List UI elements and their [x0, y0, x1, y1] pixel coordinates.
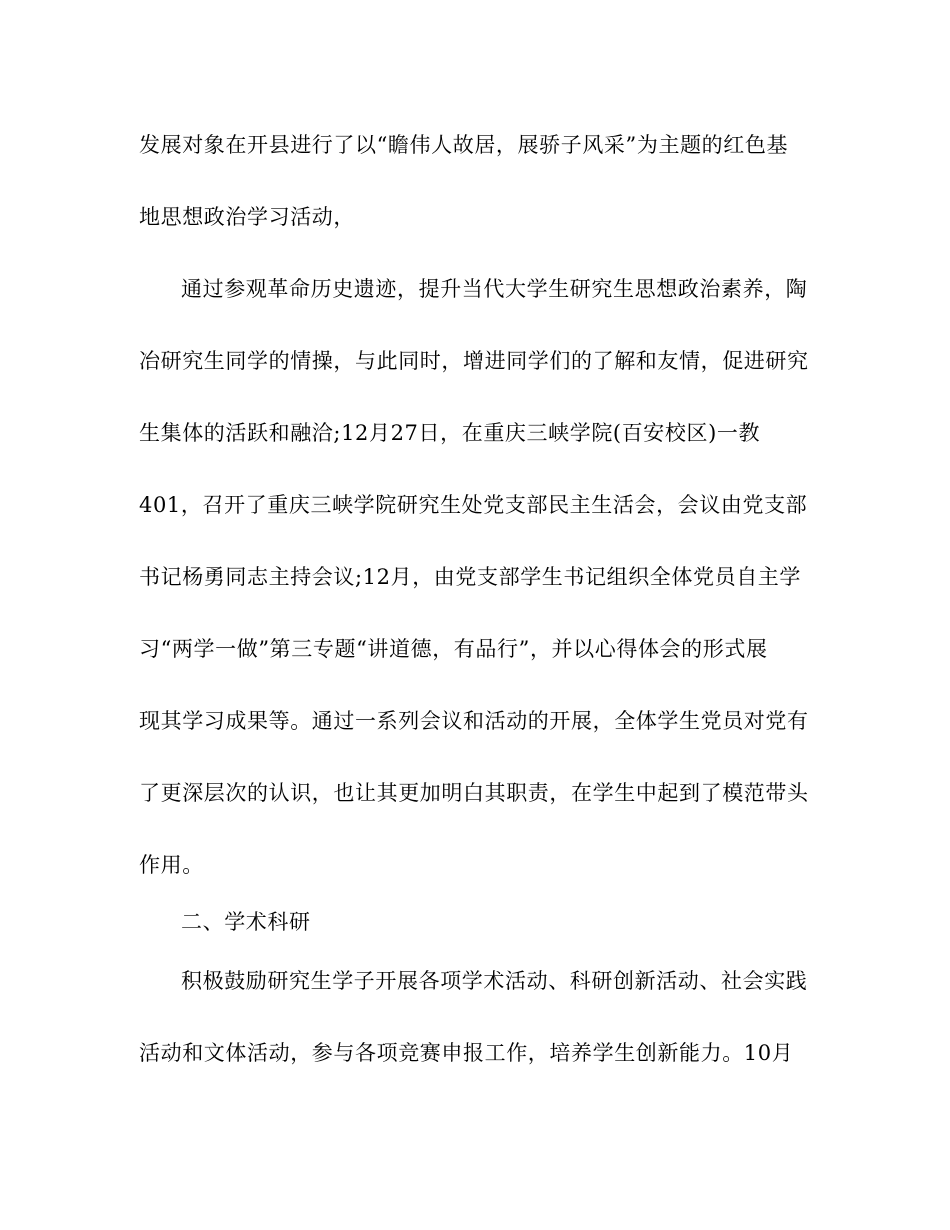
- text-line: 活动和文体活动，参与各项竞赛申报工作，培养学生创新能力。10月: [139, 1041, 794, 1065]
- text-line: 生集体的活跃和融洽;12月27日，在重庆三峡学院(百安校区)一教: [139, 421, 761, 445]
- paragraph-first-line: 通过参观革命历史遗迹，提升当代大学生研究生思想政治素养，陶: [181, 277, 808, 301]
- text-line: 习“两学一做”第三专题“讲道德，有品行”，并以心得体会的形式展: [139, 637, 768, 661]
- text-line: 401，召开了重庆三峡学院研究生处党支部民主生活会，会议由党支部: [139, 493, 808, 517]
- text-line: 书记杨勇同志主持会议;12月，由党支部学生书记组织全体党员自主学: [139, 565, 801, 589]
- text-line: 冶研究生同学的情操，与此同时，增进同学们的了解和友情，促进研究: [139, 349, 809, 373]
- section-heading: 二、学术科研: [181, 910, 311, 934]
- text-line: 发展对象在开县进行了以“瞻伟人故居，展骄子风采”为主题的红色基: [139, 133, 789, 157]
- text-line: 了更深层次的认识，也让其更加明白其职责，在学生中起到了模范带头: [139, 781, 809, 805]
- paragraph-first-line: 积极鼓励研究生学子开展各项学术活动、科研创新活动、社会实践: [181, 969, 808, 993]
- text-line: 现其学习成果等。通过一系列会议和活动的开展，全体学生党员对党有: [139, 709, 809, 733]
- text-line: 地思想政治学习活动，: [139, 205, 355, 229]
- text-line: 作用。: [139, 853, 204, 877]
